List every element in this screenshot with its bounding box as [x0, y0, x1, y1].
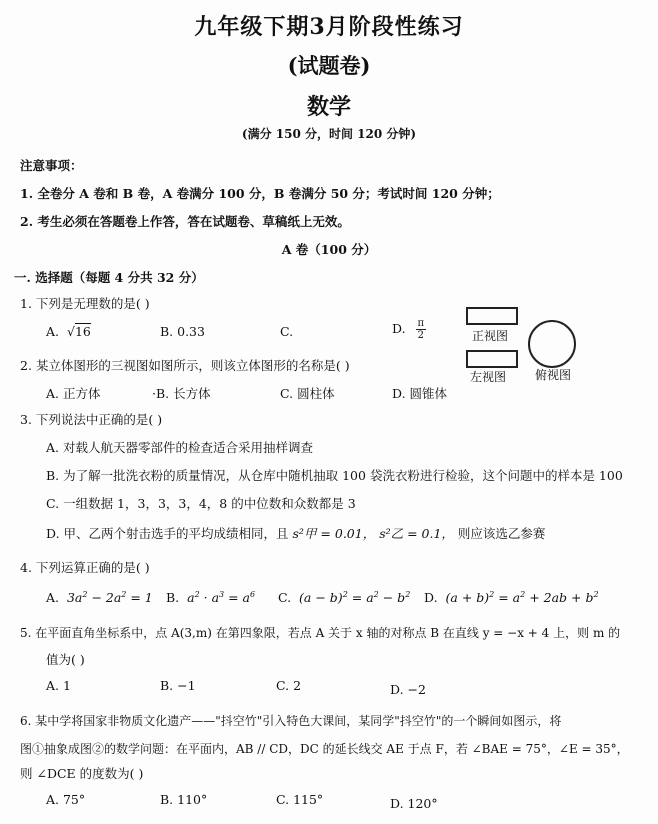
- q6-option-b: B. 110°: [160, 792, 208, 807]
- q5-stem-2: 值为( ): [46, 652, 85, 667]
- q3-option-d-variance-yi: s²乙 = 0.1，: [379, 526, 454, 541]
- q1-option-d-denominator: 2: [417, 330, 425, 341]
- q4-option-b-expr: $a^2 \cdot a^3 = a^6$: [187, 590, 256, 606]
- top-view-label: 俯视图: [535, 368, 572, 382]
- exam-title: 九年级下期3月阶段性练习: [194, 14, 464, 40]
- front-view-label: 正视图: [472, 329, 509, 343]
- q6-option-a: A. 75°: [46, 792, 86, 807]
- q4-option-c-label: C.: [278, 590, 292, 606]
- q1-option-d-fraction: [416, 318, 427, 341]
- q5-option-b: B. −1: [160, 678, 196, 693]
- q6-line-2: 图①抽象成图②的数学问题：在平面内，AB // CD，DC 的延长线交 AE 于点 F，若 ∠BAE = 75°，∠E = 35°，: [20, 742, 629, 756]
- q3-option-d: [46, 524, 545, 542]
- exam-info: (满分 150 分，时间 120 分钟): [241, 127, 417, 141]
- q3-option-c: C. 一组数据 1，3，3，3，4，8 的中位数和众数都是 3: [46, 496, 356, 511]
- q3-option-d-post: 则应该选乙参赛: [457, 526, 546, 541]
- q1-option-a-radicand: 16: [74, 324, 91, 339]
- q4-option-d-label: D.: [424, 590, 438, 606]
- q4-option-c: [278, 590, 410, 605]
- q5-option-d: D. −2: [390, 682, 426, 697]
- q1-option-b: B. 0.33: [160, 324, 205, 339]
- q2-option-a: A. 正方体: [46, 386, 101, 401]
- q1-option-a-label: A.: [46, 324, 60, 339]
- section-a-title: A 卷（100 分）: [281, 242, 377, 257]
- exam-subject: 数学: [306, 94, 351, 120]
- q6-line-1: 6. 某中学将国家非物质文化遗产——"抖空竹"引入特色大课间，某同学"抖空竹"的一个瞬间如图示，将: [20, 714, 562, 728]
- q4-option-a-label: A.: [46, 590, 60, 606]
- q2-option-b: ·B. 长方体: [152, 386, 211, 401]
- notes-heading: 注意事项：: [20, 158, 83, 173]
- q3-option-d-pre: D. 甲、乙两个射击选手的平均成绩相同，且: [46, 526, 289, 541]
- q4-option-a: [46, 590, 153, 605]
- q3-option-a: A. 对载人航天器零部件的检查适合采用抽样调查: [46, 440, 313, 455]
- top-view-circle: [528, 320, 576, 368]
- q1-option-d-numerator: π: [417, 318, 425, 329]
- q4-option-c-expr: $(a - b)^2 = a^2 - b^2$: [299, 590, 411, 606]
- front-view-rect: [466, 307, 518, 325]
- q5-option-a: A. 1: [46, 678, 71, 693]
- q4-option-d: [424, 590, 599, 605]
- q2-option-d: D. 圆锥体: [392, 386, 448, 401]
- q6-option-d: D. 120°: [390, 796, 438, 811]
- left-view-rect: [466, 350, 518, 368]
- left-view-label: 左视图: [470, 370, 507, 384]
- q3-stem: 3. 下列说法中正确的是( ): [20, 412, 163, 427]
- q3-option-b: B. 为了解一批洗衣粉的质量情况，从仓库中随机抽取 100 袋洗衣粉进行检验，这个问题中的样本是 100: [46, 468, 623, 483]
- q5-stem: 5. 在平面直角坐标系中，点 A(3,m) 在第四象限，若点 A 关于 x 轴的对称点 B 在直线 y = −x + 4 上，则 m 的: [20, 626, 621, 640]
- q1-stem: 1. 下列是无理数的是( ): [20, 296, 150, 311]
- q5-option-c: C. 2: [276, 678, 302, 693]
- q2-option-c: C. 圆柱体: [280, 386, 335, 401]
- q1-option-d: [392, 318, 426, 341]
- q4-option-b-label: B.: [166, 590, 180, 606]
- q3-option-d-variance-jia: s²甲 = 0.01，: [292, 526, 376, 541]
- q1-option-a-sqrt-sign: √: [63, 324, 75, 339]
- q6-line-3: 则 ∠DCE 的度数为( ): [20, 766, 144, 781]
- q1-option-d-label: D.: [392, 321, 406, 336]
- q4-option-b: [166, 590, 255, 605]
- part1-title: 一. 选择题（每题 4 分共 32 分）: [14, 270, 204, 285]
- exam-subtitle: (试题卷): [287, 53, 371, 78]
- q4-option-a-expr: $3a^2 - 2a^2 = 1$: [66, 590, 153, 606]
- q4-stem: 4. 下列运算正确的是( ): [20, 560, 150, 575]
- q1-option-c: C.: [280, 324, 294, 339]
- q1-option-a: [46, 324, 91, 339]
- q2-stem: 2. 某立体图形的三视图如图所示，则该立体图形的名称是( ): [20, 358, 350, 373]
- note-item-2: 2. 考生必须在答题卷上作答，答在试题卷、草稿纸上无效。: [20, 214, 350, 229]
- q6-option-c: C. 115°: [276, 792, 324, 807]
- q4-option-d-expr: $(a + b)^2 = a^2 + 2ab + b^2$: [445, 590, 599, 606]
- note-item-1: 1. 全卷分 A 卷和 B 卷，A 卷满分 100 分，B 卷满分 50 分；考试时间 120 分钟；: [20, 186, 500, 201]
